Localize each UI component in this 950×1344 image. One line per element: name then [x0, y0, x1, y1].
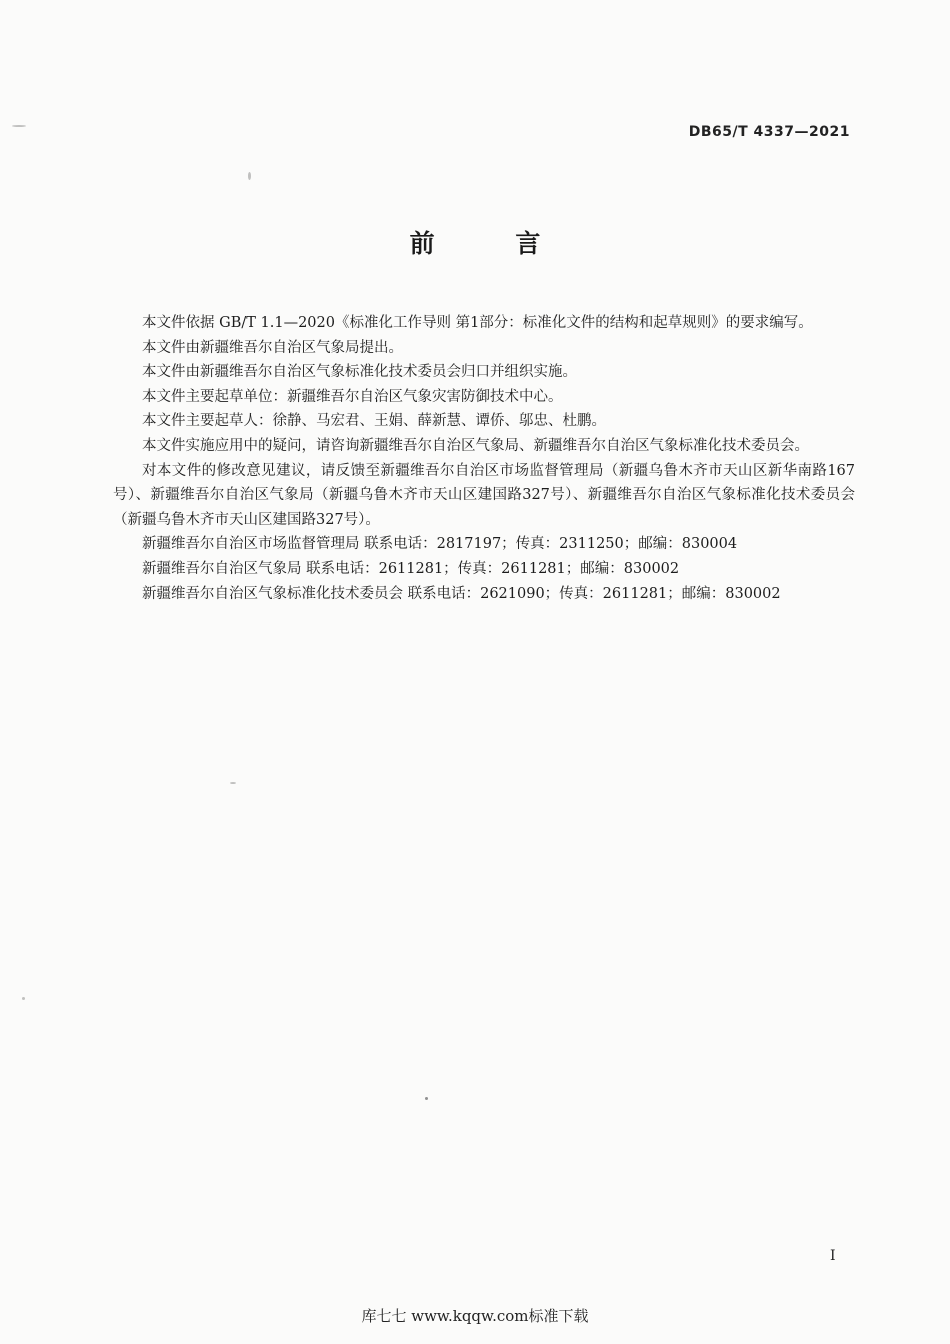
standard-code: DB65/T 4337—2021	[688, 124, 850, 140]
scan-speck	[12, 125, 26, 127]
contact-market-supervision: 新疆维吾尔自治区市场监督管理局 联系电话：2817197；传真：2311250；邮编：830004	[142, 536, 738, 553]
paragraph-proposer: 本文件由新疆维吾尔自治区气象局提出。	[142, 339, 403, 356]
page-title: 前 言	[409, 229, 577, 258]
paragraph-inquiry: 本文件实施应用中的疑问，请咨询新疆维吾尔自治区气象局、新疆维吾尔自治区气象标准化技术委员会。	[142, 437, 809, 454]
contact-standardization-committee: 新疆维吾尔自治区气象标准化技术委员会 联系电话：2621090；传真：2611281；邮编：830002	[142, 585, 781, 602]
footer-watermark: 库七七 www.kqqw.com标准下载	[361, 1307, 589, 1325]
paragraph-administrator: 本文件由新疆维吾尔自治区气象标准化技术委员会归口并组织实施。	[142, 364, 577, 381]
paragraph-drafters: 本文件主要起草人：徐静、马宏君、王娟、薛新慧、谭侨、邬忠、杜鹏。	[142, 413, 606, 430]
foreword-body	[113, 311, 855, 606]
scan-speck	[248, 172, 251, 180]
contact-meteorological-bureau: 新疆维吾尔自治区气象局 联系电话：2611281；传真：2611281；邮编：830002	[142, 560, 680, 577]
paragraph-basis: 本文件依据 GB/T 1.1—2020《标准化工作导则 第1部分：标准化文件的结构和起草规则》的要求编写。	[142, 315, 813, 331]
paragraph-drafting-unit: 本文件主要起草单位：新疆维吾尔自治区气象灾害防御技术中心。	[142, 388, 563, 405]
scan-speck	[22, 997, 25, 1000]
scan-speck	[230, 782, 236, 784]
paragraph-feedback: 对本文件的修改意见建议，请反馈至新疆维吾尔自治区市场监督管理局（新疆乌鲁木齐市天山区新华南路167号）、新疆维吾尔自治区气象局（新疆乌鲁木齐市天山区建国路327号）、新疆维吾尔自治区气象标准化技术委员会（新疆乌鲁木齐市天山区建国路327号）。	[113, 462, 855, 528]
scan-speck	[425, 1097, 428, 1100]
page-number: I	[830, 1248, 836, 1264]
